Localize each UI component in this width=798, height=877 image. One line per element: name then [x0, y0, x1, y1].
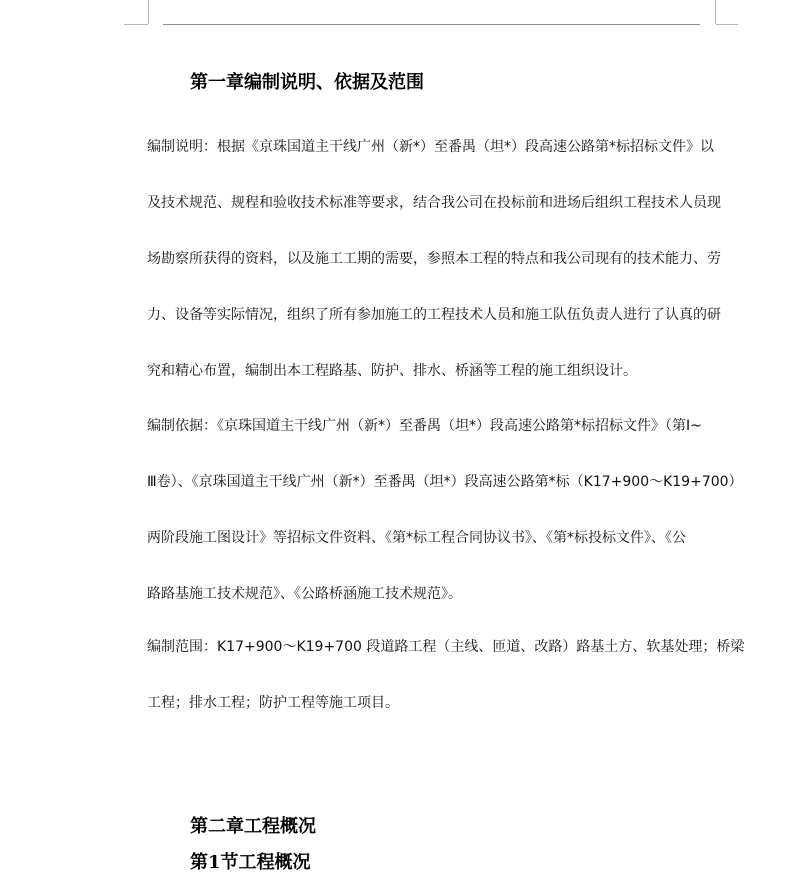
paragraph-line: 工程；排水工程；防护工程等施工项目。	[147, 695, 399, 711]
paragraph-line: 路路基施工技术规范》、《公路桥涵施工技术规范》。	[147, 586, 462, 602]
crop-mark-left	[148, 0, 149, 24]
compilation-scope-paragraph	[147, 637, 745, 749]
paragraph-line: 场勘察所获得的资料，以及施工工期的需要，参照本工程的特点和我公司现有的技术能力、劳	[147, 251, 721, 267]
paragraph-line: 力、设备等实际情况，组织了所有参加施工的工程技术人员和施工队伍负责人进行了认真的研	[147, 307, 721, 323]
chapter-2-title: 第二章工程概况	[190, 816, 316, 837]
paragraph-line: 编制依据：《京珠国道主干线广州（新*）至番禺（坦*）段高速公路第*标招标文件》（第Ⅰ~	[147, 418, 702, 434]
chapter-1-title: 第一章编制说明、依据及范围	[190, 72, 424, 93]
paragraph-line: 及技术规范、规程和验收技术标准等要求，结合我公司在投标前和进场后组织工程技术人员现	[147, 195, 721, 211]
crop-mark-left-horizontal	[124, 24, 148, 25]
compilation-basis-paragraph	[147, 416, 743, 640]
paragraph-line: 编制范围：K17+900～K19+700 段道路工程（主线、匝道、改路）路基土方、软基处理；桥梁	[147, 639, 745, 655]
crop-mark-right-horizontal	[716, 24, 738, 25]
crop-mark-right	[715, 0, 716, 24]
paragraph-line: 编制说明：根据《京珠国道主干线广州（新*）至番禺（坦*）段高速公路第*标招标文件》以	[147, 139, 714, 155]
paragraph-line: 究和精心布置，编制出本工程路基、防护、排水、桥涵等工程的施工组织设计。	[147, 363, 637, 379]
header-rule	[163, 24, 700, 25]
section-1-title: 第1节工程概况	[190, 852, 311, 873]
paragraph-line: Ⅲ卷）、《京珠国道主干线广州（新*）至番禺（坦*）段高速公路第*标（K17+900～K19+700）	[147, 474, 743, 490]
paragraph-line: 两阶段施工图设计》等招标文件资料、《第*标工程合同协议书》、《第*标投标文件》、《公	[147, 530, 686, 546]
compilation-description-paragraph	[147, 137, 727, 417]
